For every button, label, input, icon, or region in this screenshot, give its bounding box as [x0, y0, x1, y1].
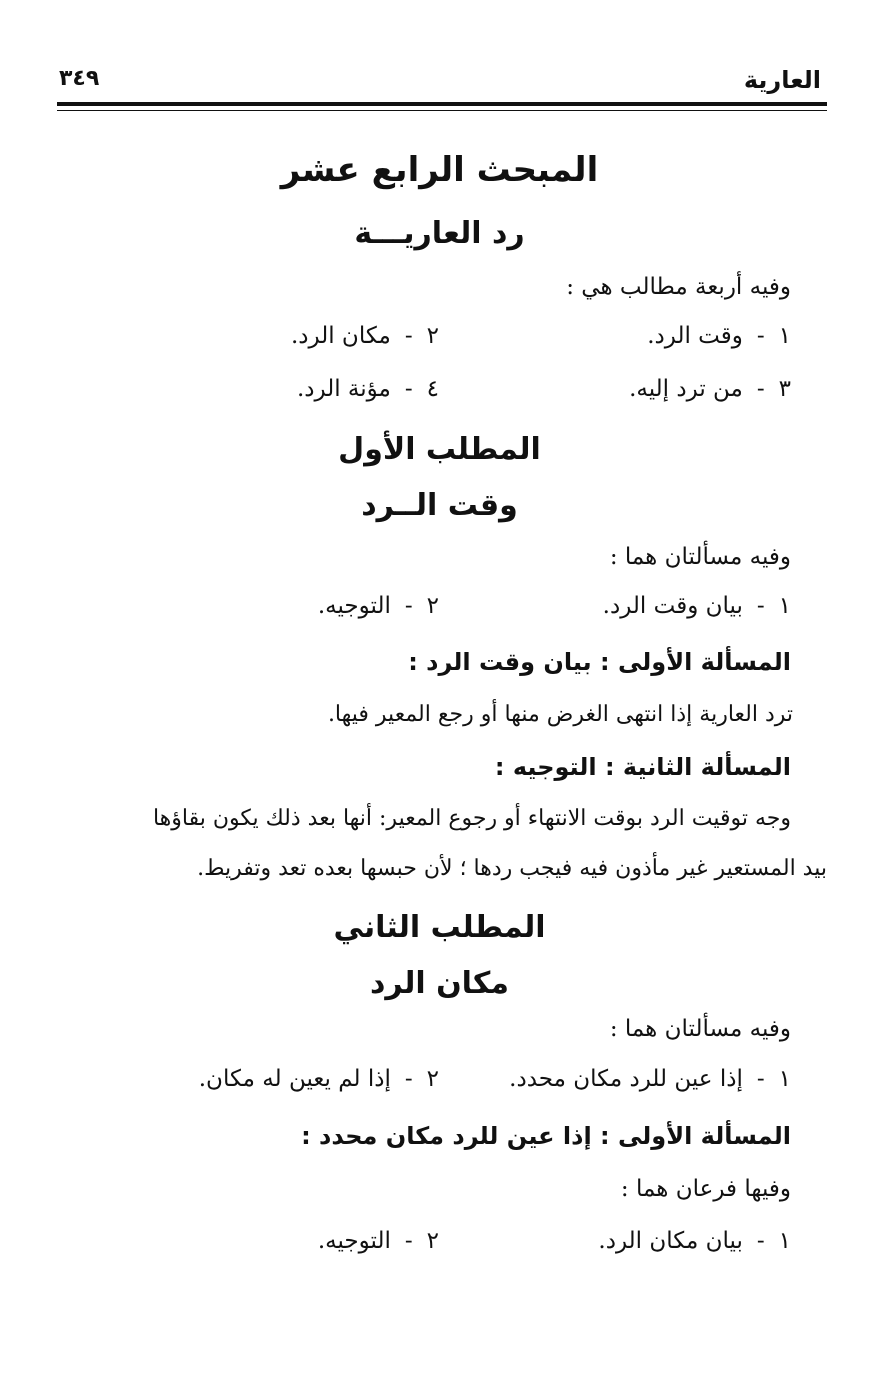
- list-item: ٢-إذا لم يعين له مكان.: [198, 1066, 439, 1092]
- item-number: ٤: [426, 376, 439, 402]
- paragraph-line: وجه توقيت الرد بوقت الانتهاء أو رجوع المعير: أنها بعد ذلك يكون بقاؤها: [152, 806, 791, 831]
- section-heading: المطلب الثاني: [333, 910, 546, 945]
- paragraph-line: بيد المستعير غير مأذون فيه فيجب ردها ؛ لأن حبسها بعده تعد وتفريط.: [197, 856, 827, 881]
- list-item: ١-وقت الرد.: [647, 323, 791, 349]
- issue-title: المسألة الثانية : التوجيه :: [494, 753, 791, 781]
- item-number: ٢: [426, 1066, 439, 1092]
- item-number: ١: [778, 323, 791, 349]
- chapter-title: رد العاريـــة: [354, 216, 525, 251]
- item-text: مكان الرد.: [290, 323, 391, 349]
- issue-title: المسألة الأولى : بيان وقت الرد :: [408, 648, 791, 676]
- item-text: بيان مكان الرد.: [598, 1228, 743, 1254]
- running-title: العارية: [743, 66, 821, 94]
- section-intro: وفيه مسألتان هما :: [609, 544, 791, 570]
- item-number: ٣: [778, 376, 791, 402]
- item-text: إذا لم يعين له مكان.: [198, 1066, 391, 1092]
- section-title: مكان الرد: [370, 966, 509, 1001]
- list-item: ٢-التوجيه.: [317, 593, 439, 619]
- item-text: وقت الرد.: [647, 323, 743, 349]
- header-rule-thick: [57, 102, 827, 106]
- issue-intro: وفيها فرعان هما :: [620, 1176, 791, 1202]
- list-item: ١-بيان مكان الرد.: [598, 1228, 791, 1254]
- paragraph: ترد العارية إذا انتهى الغرض منها أو رجع المعير فيها.: [327, 702, 793, 727]
- item-number: ١: [778, 1228, 791, 1254]
- list-item: ٤-مؤنة الرد.: [296, 376, 439, 402]
- item-number: ٢: [426, 593, 439, 619]
- item-number: ١: [778, 593, 791, 619]
- item-text: التوجيه.: [317, 1228, 391, 1254]
- running-header: [59, 66, 821, 96]
- issue-title: المسألة الأولى : إذا عين للرد مكان محدد :: [301, 1122, 791, 1150]
- section-intro: وفيه مسألتان هما :: [609, 1016, 791, 1042]
- item-number: ٢: [426, 1228, 439, 1254]
- list-item: ١-إذا عين للرد مكان محدد.: [509, 1066, 791, 1092]
- item-number: ٢: [426, 323, 439, 349]
- chapter-intro: وفيه أربعة مطالب هي :: [566, 274, 791, 300]
- section-heading: المطلب الأول: [338, 432, 541, 467]
- item-number: ١: [778, 1066, 791, 1092]
- item-text: بيان وقت الرد.: [602, 593, 743, 619]
- item-text: من ترد إليه.: [629, 376, 743, 402]
- list-item: ٣-من ترد إليه.: [629, 376, 791, 402]
- header-rule-thin: [57, 110, 827, 111]
- item-text: إذا عين للرد مكان محدد.: [509, 1066, 743, 1092]
- item-text: التوجيه.: [317, 593, 391, 619]
- list-item: ١-بيان وقت الرد.: [602, 593, 791, 619]
- list-item: ٢-مكان الرد.: [290, 323, 439, 349]
- section-title: وقت الــرد: [361, 488, 518, 523]
- page-number: ٣٤٩: [59, 66, 100, 91]
- item-text: مؤنة الرد.: [296, 376, 391, 402]
- list-item: ٢-التوجيه.: [317, 1228, 439, 1254]
- chapter-heading: المبحث الرابع عشر: [280, 150, 599, 190]
